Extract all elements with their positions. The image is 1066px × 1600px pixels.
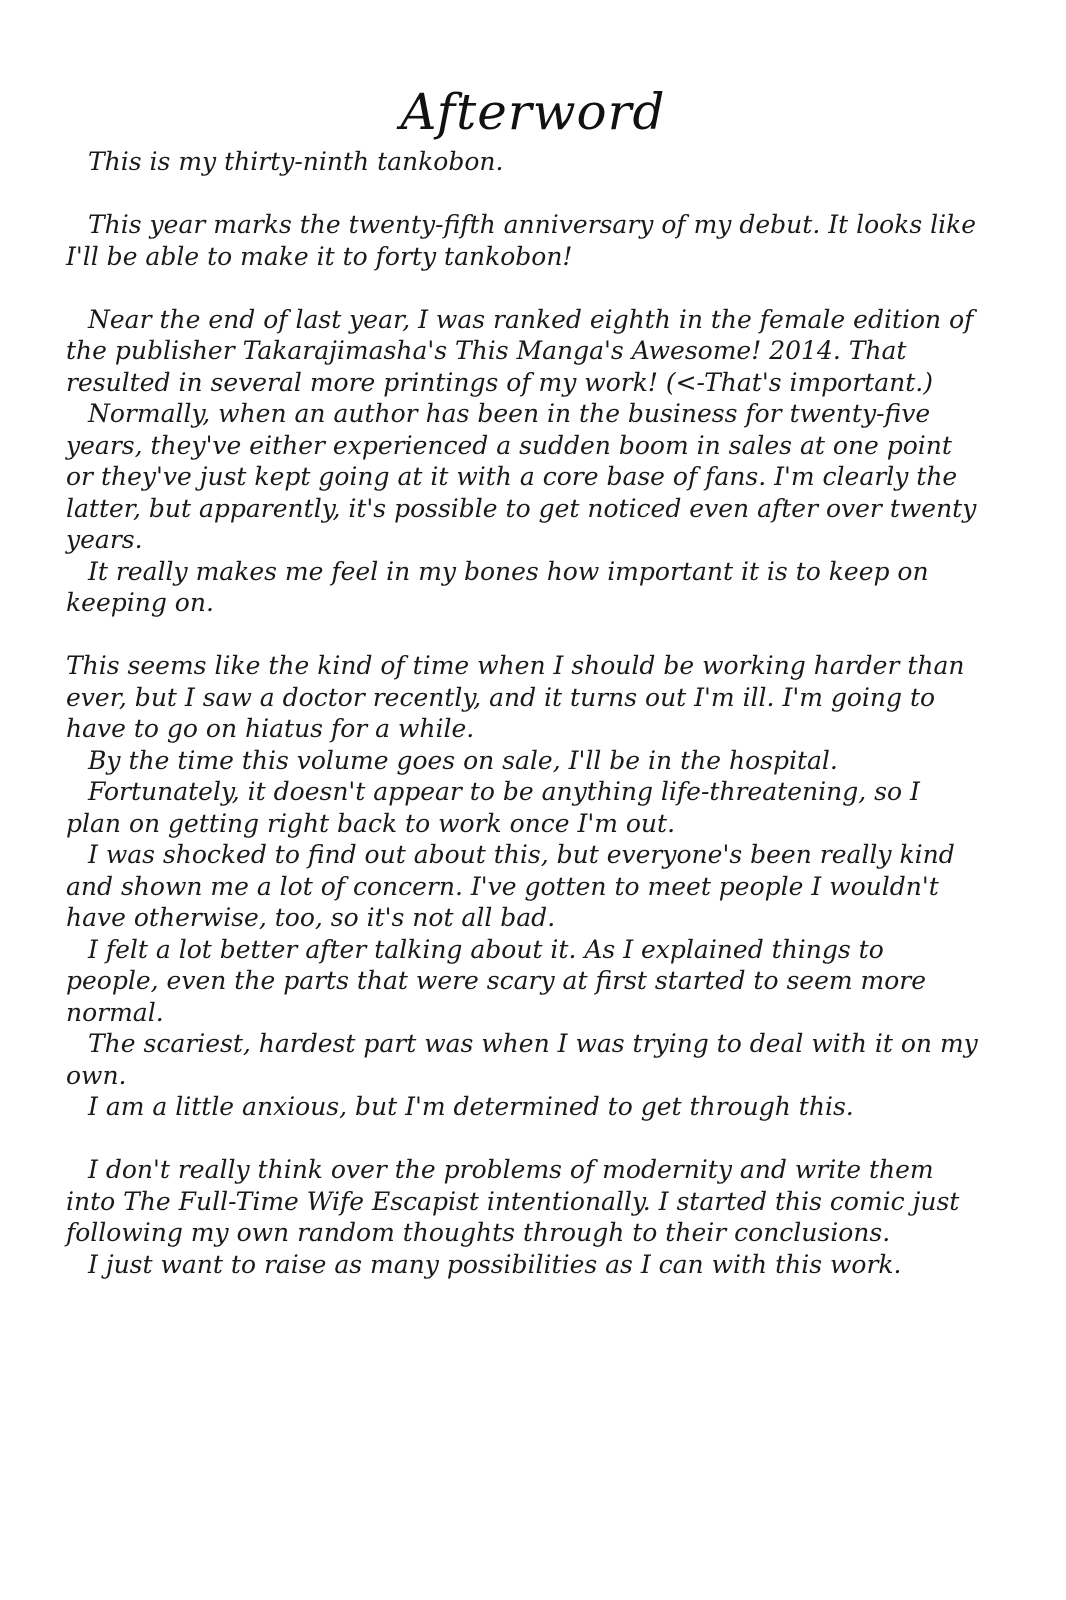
paragraph: I don't really think over the problems of modernity and write them into The Full-Time Wife Escapist intentionally. I started this comic just following my own random thoughts through to their conclusions. <box>66 1155 960 1247</box>
paragraph: It really makes me feel in my bones how important it is to keep on keeping on. <box>66 556 929 617</box>
paragraph: The scariest, hardest part was when I was trying to deal with it on my own. <box>66 1029 978 1090</box>
afterword-body <box>66 146 981 1280</box>
paragraph-gap <box>66 1123 981 1155</box>
paragraph: I am a little anxious, but I'm determined to get through this. <box>88 1092 854 1121</box>
paragraph: I just want to raise as many possibilities as I can with this work. <box>88 1249 902 1279</box>
paragraph: Normally, when an author has been in the business for twenty-five years, they've either experienced a sudden boom in sales at one point or they've just kept going at it with a core base of fans. I'm clearly the latter, but apparently, it's possible to get noticed even after over twenty years. <box>66 399 977 554</box>
paragraph-gap <box>66 619 981 651</box>
paragraph: This year marks the twenty-fifth anniversary of my debut. It looks like I'll be able to make it to forty tankobon! <box>66 210 977 271</box>
paragraph: By the time this volume goes on sale, I'll be in the hospital. <box>88 745 838 775</box>
paragraph: This seems like the kind of time when I should be working harder than ever, but I saw a doctor recently, and it turns out I'm ill. I'm going to have to go on hiatus for a while. <box>66 651 965 743</box>
paragraph: I felt a lot better after talking about it. As I explained things to people, even the parts that were scary at first started to seem more normal. <box>66 934 927 1027</box>
paragraph: I was shocked to find out about this, but everyone's been really kind and shown me a lot of concern. I've gotten to meet people I wouldn't have otherwise, too, so it's not all bad. <box>66 840 955 932</box>
paragraph-gap <box>66 272 981 304</box>
paragraph: Fortunately, it doesn't appear to be anything life-threatening, so I plan on getting right back to work once I'm out. <box>66 777 920 838</box>
page-title: Afterword <box>400 83 666 141</box>
paragraph: Near the end of last year, I was ranked eighth in the female edition of the publisher Takarajimasha's This Manga's Awesome! 2014. That resulted in several more printings of my work! (<-That's important.) <box>66 304 974 397</box>
paragraph: This is my thirty-ninth tankobon. <box>88 147 504 176</box>
paragraph-gap <box>66 178 981 210</box>
